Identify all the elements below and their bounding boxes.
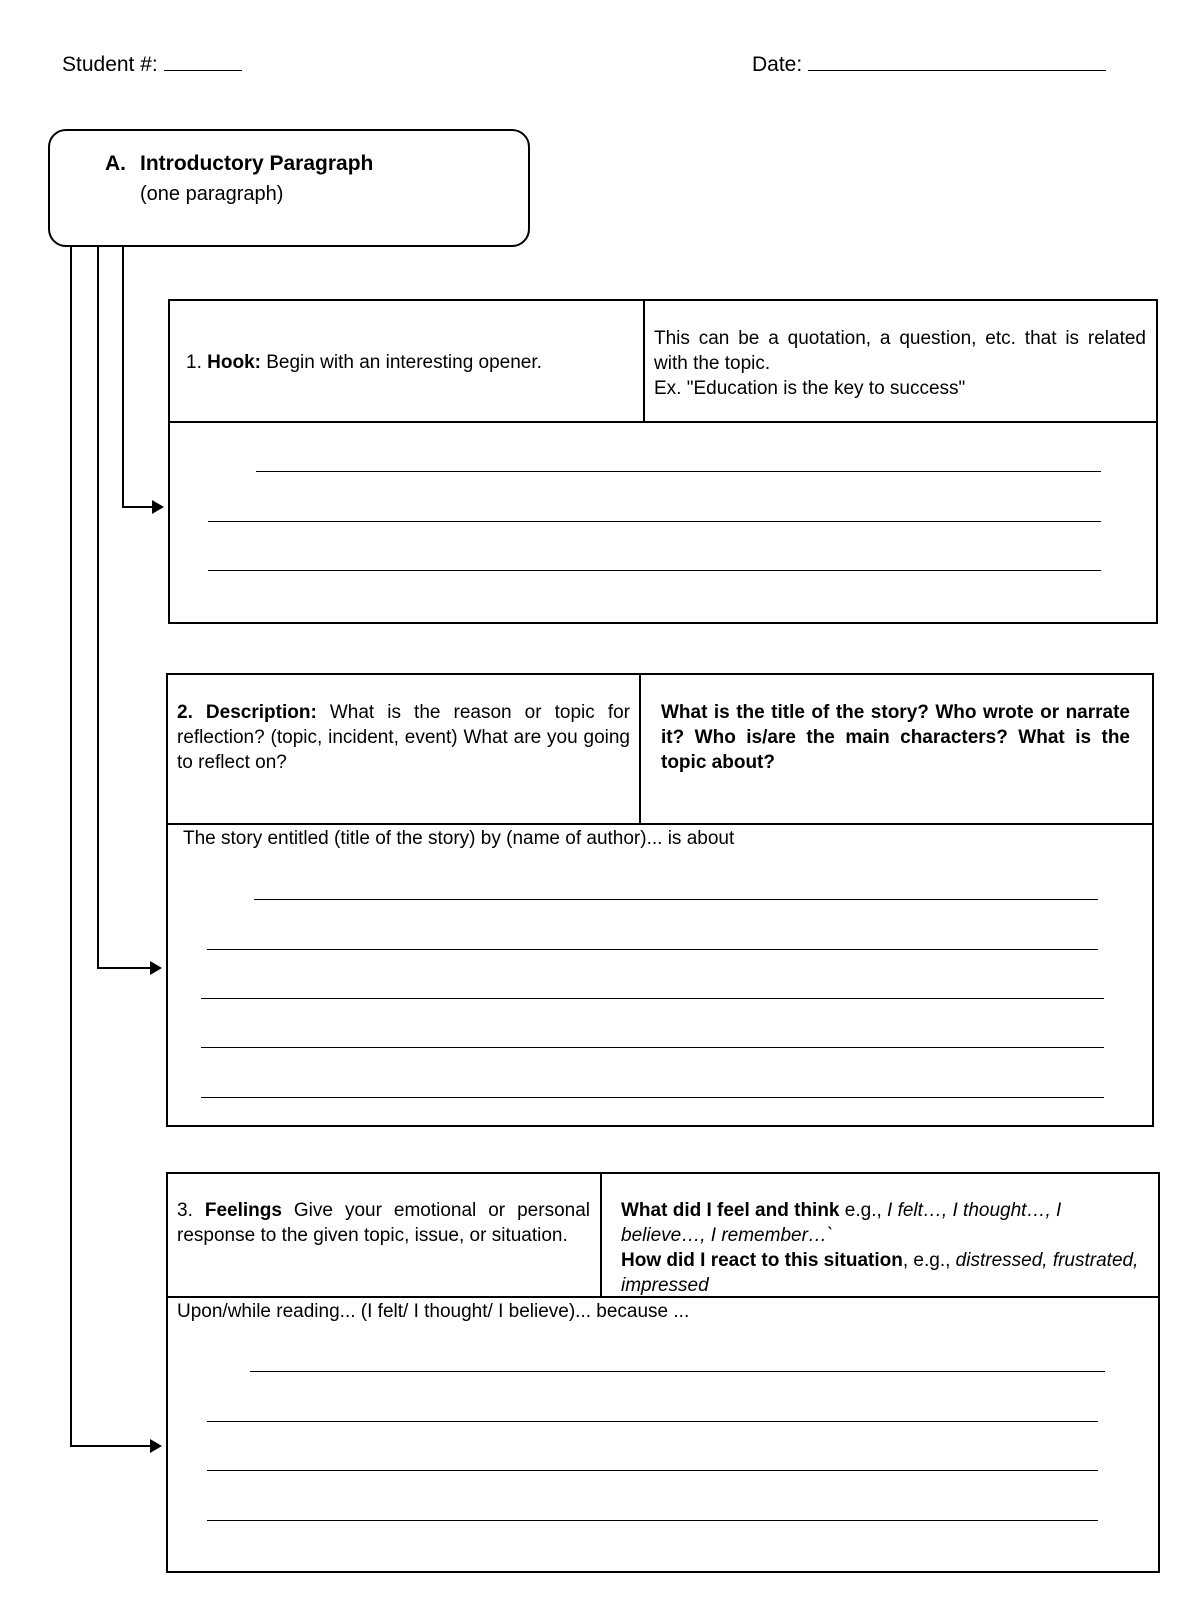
hook-guide-example: Ex. "Education is the key to success": [654, 378, 966, 399]
arrow-right-icon: [150, 1439, 162, 1453]
introductory-paragraph-box: [48, 129, 530, 247]
writing-line[interactable]: [207, 1520, 1098, 1521]
description-label-text: Description:: [205, 702, 317, 723]
description-label: 2.: [177, 702, 193, 723]
arrow-right-icon: [150, 961, 162, 975]
student-number-blank[interactable]: [164, 52, 242, 71]
hook-label: Hook:: [207, 352, 261, 373]
writing-line[interactable]: [201, 1047, 1104, 1048]
feelings-guide-q1-examples: I felt…, I thought…, I believe…, I remember…`: [621, 1200, 1062, 1246]
feelings-label: Feelings: [204, 1200, 282, 1221]
writing-line[interactable]: [256, 471, 1101, 472]
description-text: What is the reason or topic for reflection? (topic, incident, event) What are you going to reflect on?: [177, 702, 630, 773]
feelings-sentence-starter: Upon/while reading... (I felt/ I thought/ I believe)... because ...: [177, 1301, 690, 1322]
feelings-prompt: [177, 1198, 590, 1248]
connector-arrow-feelings-shaft: [70, 1445, 151, 1447]
student-number-field[interactable]: [62, 52, 242, 77]
feelings-guide-q2-eg: , e.g.,: [902, 1250, 956, 1271]
hook-divider: [168, 421, 1158, 423]
date-field[interactable]: [752, 52, 1106, 77]
feelings-guide-q1-eg: e.g.,: [839, 1200, 888, 1221]
connector-line-feelings: [70, 246, 72, 1446]
connector-line-hook: [122, 246, 124, 507]
feelings-guide-q2-text: How did I react to this situation: [621, 1250, 903, 1271]
connector-arrow-description-shaft: [97, 967, 151, 969]
hook-text: Begin with an interesting opener.: [260, 352, 542, 373]
hook-column-divider: [643, 299, 645, 422]
writing-line[interactable]: [250, 1371, 1105, 1372]
feelings-guide: [621, 1198, 1139, 1298]
hook-guide: [654, 326, 1146, 401]
feelings-guide-q1: [621, 1198, 1139, 1248]
connector-line-description: [97, 246, 99, 968]
feelings-text: Give your emotional or personal response to the given topic, issue, or situation.: [177, 1200, 590, 1246]
writing-line[interactable]: [207, 1470, 1098, 1471]
writing-line[interactable]: [201, 1097, 1104, 1098]
date-label: Date:: [752, 53, 803, 76]
introductory-paragraph-title: [105, 152, 373, 176]
description-sentence-starter: The story entitled (title of the story) by (name of author)... is about: [183, 828, 735, 849]
section-letter: A.: [105, 152, 126, 175]
description-column-divider: [639, 673, 641, 824]
arrow-right-icon: [152, 500, 164, 514]
description-guide: What is the title of the story? Who wrote or narrate it? Who is/are the main characters? What is the topic about?: [661, 702, 1130, 773]
writing-line[interactable]: [207, 1421, 1098, 1422]
introductory-paragraph-subtitle: (one paragraph): [140, 183, 284, 205]
writing-line[interactable]: [208, 570, 1101, 571]
connector-arrow-hook-shaft: [122, 506, 153, 508]
feelings-guide-q1-text: What did I feel and think: [621, 1200, 840, 1221]
description-divider: [166, 823, 1154, 825]
hook-guide-text: This can be a quotation, a question, etc. that is related with the topic.: [654, 328, 1146, 374]
writing-line[interactable]: [208, 521, 1101, 522]
student-number-label: Student #:: [62, 53, 158, 76]
feelings-guide-q2-examples: distressed, frustrated, impressed: [621, 1250, 1139, 1296]
date-blank[interactable]: [808, 52, 1106, 71]
writing-line[interactable]: [207, 949, 1098, 950]
description-prompt: [177, 700, 630, 775]
feelings-number: 3.: [177, 1200, 193, 1221]
section-title: Introductory Paragraph: [140, 152, 374, 175]
hook-number: 1.: [186, 352, 202, 373]
writing-line[interactable]: [201, 998, 1104, 999]
hook-prompt: [186, 350, 636, 375]
feelings-guide-q2: [621, 1248, 1139, 1298]
feelings-column-divider: [600, 1172, 602, 1297]
writing-line[interactable]: [254, 899, 1098, 900]
